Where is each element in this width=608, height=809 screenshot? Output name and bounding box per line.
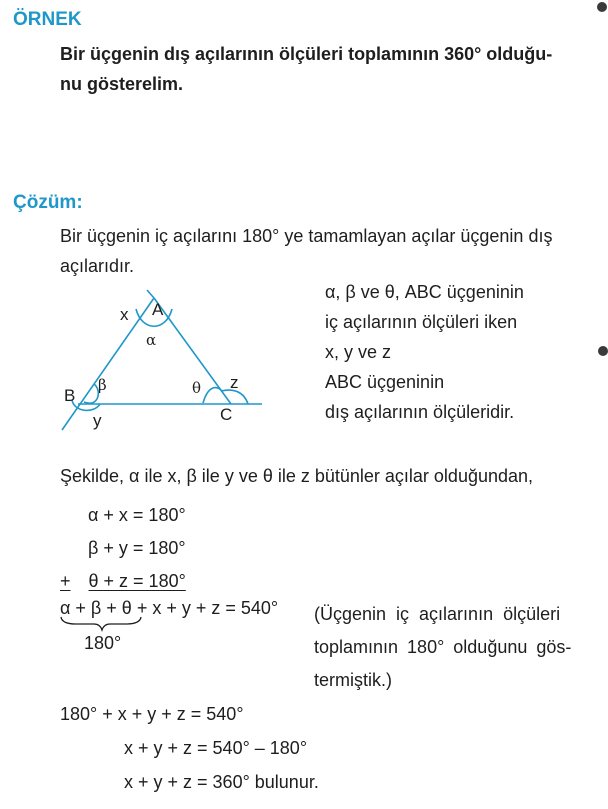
plus-sign: + [60, 571, 71, 591]
vertex-a-label: A [152, 300, 164, 319]
note-line-1: (Üçgenin iç açılarının ölçüleri [314, 604, 561, 624]
side-note-line-2: iç açılarının ölçüleri iken [325, 312, 518, 332]
solution-heading: Çözüm: [13, 192, 83, 213]
solution-intro-line-2: açılarıdır. [60, 256, 135, 276]
example-heading: ÖRNEK [13, 9, 82, 30]
angle-beta-label: β [98, 376, 107, 394]
side-note-line-3: x, y ve z [325, 342, 392, 362]
statement-text: Şekilde, α ile x, β ile y ve θ ile z bütünler açılar olduğundan, [60, 466, 534, 486]
result-line-3: x + y + z = 360° bulunur. [124, 772, 319, 792]
side-note-line-1: α, β ve θ, ABC üçgeninin [325, 282, 524, 302]
result-line-2: x + y + z = 540° – 180° [124, 738, 308, 758]
equation-3: θ + z = 180° [88, 571, 186, 591]
sum-equation-rest: + x + y + z = 540° [131, 598, 279, 618]
side-note-line-5: dış açılarının ölçüleridir. [325, 402, 515, 422]
vertex-c-label: C [220, 405, 233, 424]
note-line-2: toplamının 180° olduğunu gös- [314, 637, 572, 657]
example-text-line-2: nu gösterelim. [60, 74, 184, 94]
equation-1: α + x = 180° [88, 505, 186, 525]
exterior-angle-z-label: z [230, 373, 239, 392]
sum-equation-greek-part: α + β + θ [60, 598, 132, 618]
equation-2: β + y = 180° [88, 538, 186, 558]
angle-theta-label: θ [192, 379, 202, 397]
vertex-b-label: B [64, 386, 76, 405]
side-note-line-4: ABC üçgeninin [325, 372, 445, 392]
example-text-line-1: Bir üçgenin dış açılarının ölçüleri toplamının 360° olduğu- [60, 44, 553, 64]
result-line-1: 180° + x + y + z = 540° [60, 704, 244, 724]
exterior-angle-y-label: y [93, 411, 102, 430]
exterior-angle-x-label: x [120, 305, 129, 324]
solution-intro-line-1: Bir üçgenin iç açılarını 180° ye tamamlayan açılar üçgenin dış [60, 226, 553, 246]
underbrace-value: 180° [84, 633, 122, 653]
angle-alpha-label: α [146, 331, 157, 349]
note-line-3: termiştik.) [314, 670, 392, 690]
